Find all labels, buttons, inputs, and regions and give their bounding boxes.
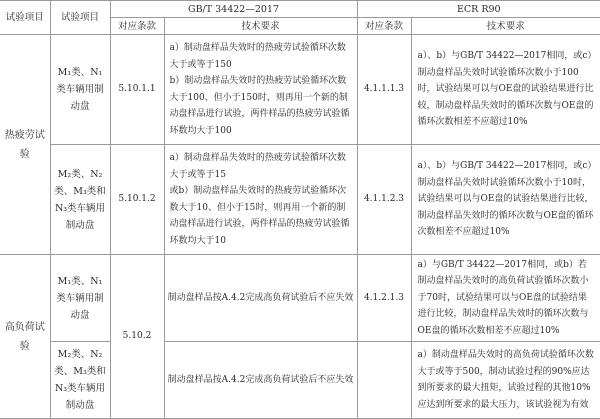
- fatigue-ecr-requirement-m1n1: a）、b）与GB/T 34422—2017相同，或c）制动盘样品失效时试验循环次数小于100时，试验结果可以与OE盘的试验结果进行比较，制动盘样品失效时的循环次数与OE盘的循环次数相差不应超过10%: [411, 35, 600, 145]
- fatigue-ecr-requirement-m2n2: a）、b）与GB/T 34422—2017相同，或c）制动盘样品失效时试验循环次数小于10时，试验结果可以与OE盘的试验结果进行比较，制动盘样品失效时的循环次数与OE盘的循环次数相差不应超过10%: [411, 145, 600, 255]
- section-high-load: 高负荷试验: [0, 255, 50, 419]
- header-gbt-standard: GB/T 34422—2017: [110, 1, 357, 18]
- header-test-subitem: 试验项目: [50, 1, 110, 35]
- fatigue-requirement-m2n2-text: a）制动盘样品失效时的热疲劳试验循环次数大于或等于15 或b）制动盘样品失效时的热疲劳试验循环次数大于10、但小于15时，则再用一个新的制动盘样品进行试验，两件样品的热疲劳试验循环数均大于10: [169, 153, 350, 246]
- header-gbt-requirement: 技术要求: [164, 18, 357, 35]
- header-ecr-standard: ECR R90: [357, 1, 600, 18]
- highload-clause: 5.10.2: [110, 255, 164, 419]
- highload-requirement-m2n2: 制动盘样品按A.4.2完成高负荷试验后不应失效: [164, 342, 357, 419]
- header-test-item: 试验项目: [0, 1, 50, 35]
- fatigue-clause-m1n1: 5.10.1.1: [110, 35, 164, 145]
- fatigue-requirement-m1n1-text: a）制动盘样品失效时的热疲劳试验循环次数大于或等于150 b）制动盘样品失效时的热疲劳试验循环次数大于100、但小于150时，则再用一个新的制动盘样品进行试验，两件样品的热疲劳试验循环数均大于100: [169, 43, 350, 136]
- header-ecr-requirement: 技术要求: [411, 18, 600, 35]
- fatigue-category-m2n2: M₂类、N₂类、M₃类和N₃类车辆用制动盘: [50, 145, 110, 255]
- highload-requirement-m1n1: 制动盘样品按A.4.2完成高负荷试验后不应失效: [164, 255, 357, 342]
- highload-ecr-requirement-m1n1: a）与GB/T 34422—2017相同，或b）若制动盘样品失效时的高负荷试验循环次数小于70时，试验结果可以与OE盘的试验结果进行比较，制动盘样品失效时的循环次数与OE盘的循环次数相差不应超过10%: [411, 255, 600, 342]
- fatigue-ecr-clause-m1n1: 4.1.1.1.3: [357, 35, 411, 145]
- highload-category-m1n1: M₁类、N₁类车辆用制动盘: [50, 255, 110, 342]
- header-gbt-clause: 对应条款: [110, 18, 164, 35]
- highload-category-m2n2: M₂类、N₂类、M₃类和N₃类车辆用制动盘: [50, 342, 110, 419]
- fatigue-clause-m2n2: 5.10.1.2: [110, 145, 164, 255]
- fatigue-requirement-m1n1: [164, 35, 357, 145]
- fatigue-category-m1n1: M₁类、N₁类车辆用制动盘: [50, 35, 110, 145]
- section-thermal-fatigue: 热疲劳试验: [0, 35, 50, 255]
- highload-ecr-clause-m2n2: [357, 342, 411, 419]
- fatigue-requirement-m2n2: [164, 145, 357, 255]
- highload-ecr-requirement-m2n2: a）制动盘样品失效时的高负荷试验循环次数大于或等于500，制动试验过程的90%应达到所要求的最大扭矩，试验过程的其他10%应达到所要求的最大压力，该试验视为有效: [411, 342, 600, 419]
- fatigue-ecr-clause-m2n2: 4.1.1.2.3: [357, 145, 411, 255]
- highload-ecr-clause-m1n1: 4.1.2.1.3: [357, 255, 411, 342]
- header-ecr-clause: 对应条款: [357, 18, 411, 35]
